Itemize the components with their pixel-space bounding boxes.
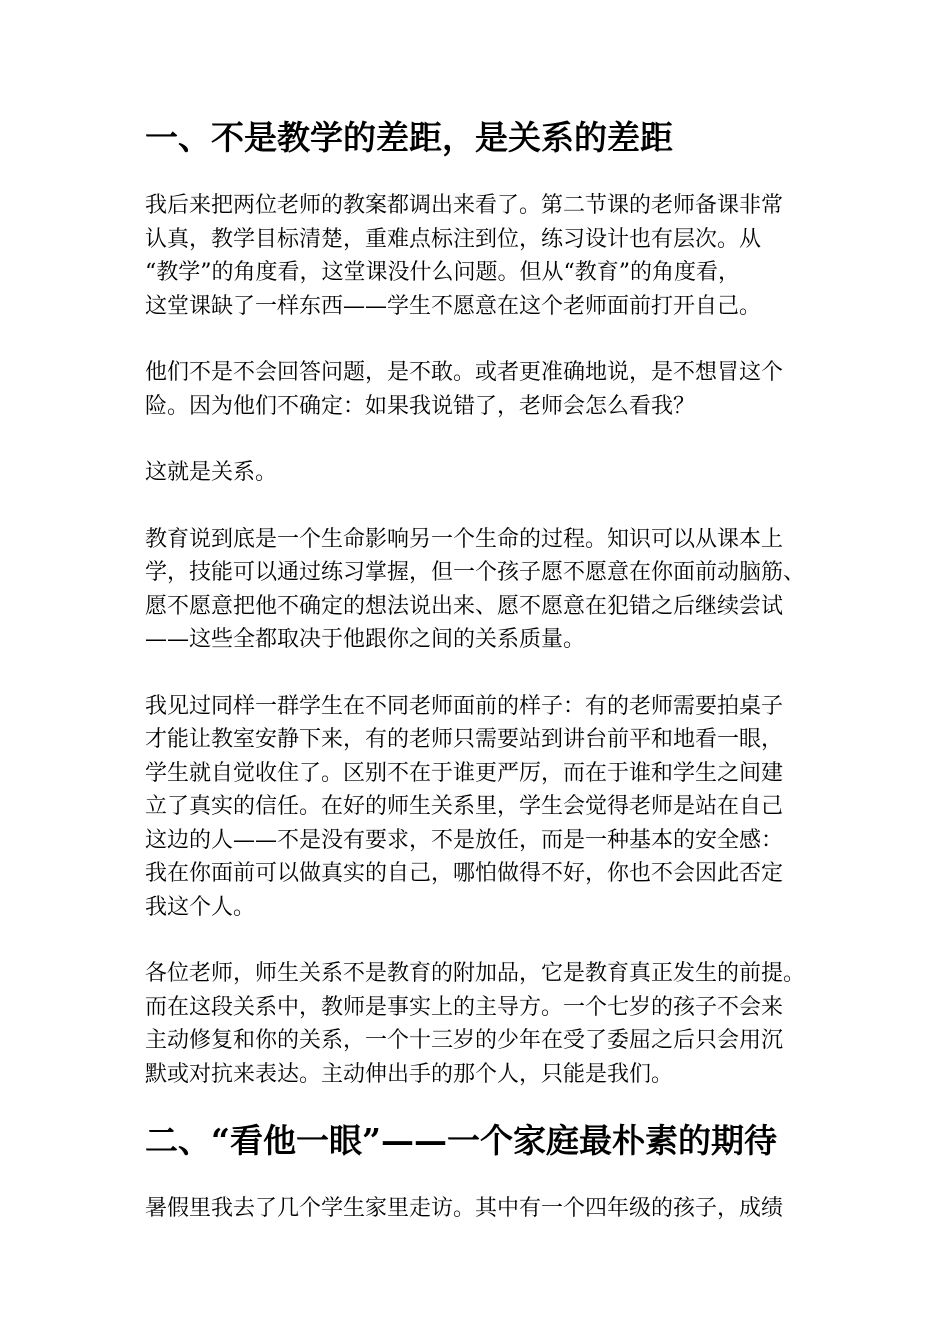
text-line: 这堂课缺了一样东西——学生不愿意在这个老师面前打开自己。 (145, 293, 762, 319)
paragraph (145, 189, 813, 323)
paragraph (145, 456, 813, 490)
paragraph (145, 690, 813, 925)
text-line: 我见过同样一群学生在不同老师面前的样子：有的老师需要拍桌子 (145, 693, 784, 719)
text-line: 认真，教学目标清楚，重难点标注到位，练习设计也有层次。从 (145, 226, 762, 252)
paragraph (145, 356, 813, 423)
text-line: 他们不是不会回答问题，是不敢。或者更准确地说，是不想冒这个 (145, 360, 784, 385)
text-line: 学生就自觉收住了。区别不在于谁更严厉，而在于谁和学生之间建 (145, 760, 784, 786)
text-line: 这边的人——不是没有要求，不是放任，而是一种基本的安全感： (145, 827, 784, 853)
section-heading-1: 一、不是教学的差距，是关系的差距 (145, 118, 673, 157)
text-line: 主动修复和你的关系，一个十三岁的少年在受了委屈之后只会用沉 (145, 1028, 784, 1053)
text-line: 暑假里我去了几个学生家里走访。其中有一个四年级的孩子，成绩 (145, 1196, 784, 1221)
text-line: 我这个人。 (145, 894, 256, 920)
text-line: ——这些全都取决于他跟你之间的关系质量。 (145, 627, 586, 652)
paragraph (145, 523, 813, 657)
text-line: 立了真实的信任。在好的师生关系里，学生会觉得老师是站在自己 (145, 794, 784, 819)
text-line: 才能让教室安静下来，有的老师只需要站到讲台前平和地看一眼， (145, 727, 784, 752)
text-line: 而在这段关系中，教师是事实上的主导方。一个七岁的孩子不会来 (145, 994, 784, 1020)
paragraph (145, 957, 813, 1091)
text-line: 我在你面前可以做真实的自己，哪怕做得不好，你也不会因此否定 (145, 861, 784, 886)
text-line: 我后来把两位老师的教案都调出来看了。第二节课的老师备课非常 (145, 193, 784, 218)
document-page (145, 118, 813, 1226)
text-line: 险。因为他们不确定：如果我说错了，老师会怎么看我？ (145, 393, 696, 419)
text-line: 这就是关系。 (145, 460, 278, 485)
text-line: 愿不愿意把他不确定的想法说出来、愿不愿意在犯错之后继续尝试 (145, 593, 784, 619)
paragraph (145, 1192, 813, 1226)
text-line: 学，技能可以通过练习掌握，但一个孩子愿不愿意在你面前动脑筋、 (145, 560, 806, 585)
text-line: 默或对抗来表达。主动伸出手的那个人，只能是我们。 (145, 1061, 674, 1087)
text-line: 各位老师，师生关系不是教育的附加品，它是教育真正发生的前提。 (145, 961, 806, 986)
section-heading-2: 二、“看他一眼”——一个家庭最朴素的期待 (145, 1121, 777, 1160)
text-line: 教育说到底是一个生命影响另一个生命的过程。知识可以从课本上 (145, 526, 784, 552)
text-line: “教学”的角度看，这堂课没什么问题。但从“教育”的角度看， (145, 260, 740, 285)
